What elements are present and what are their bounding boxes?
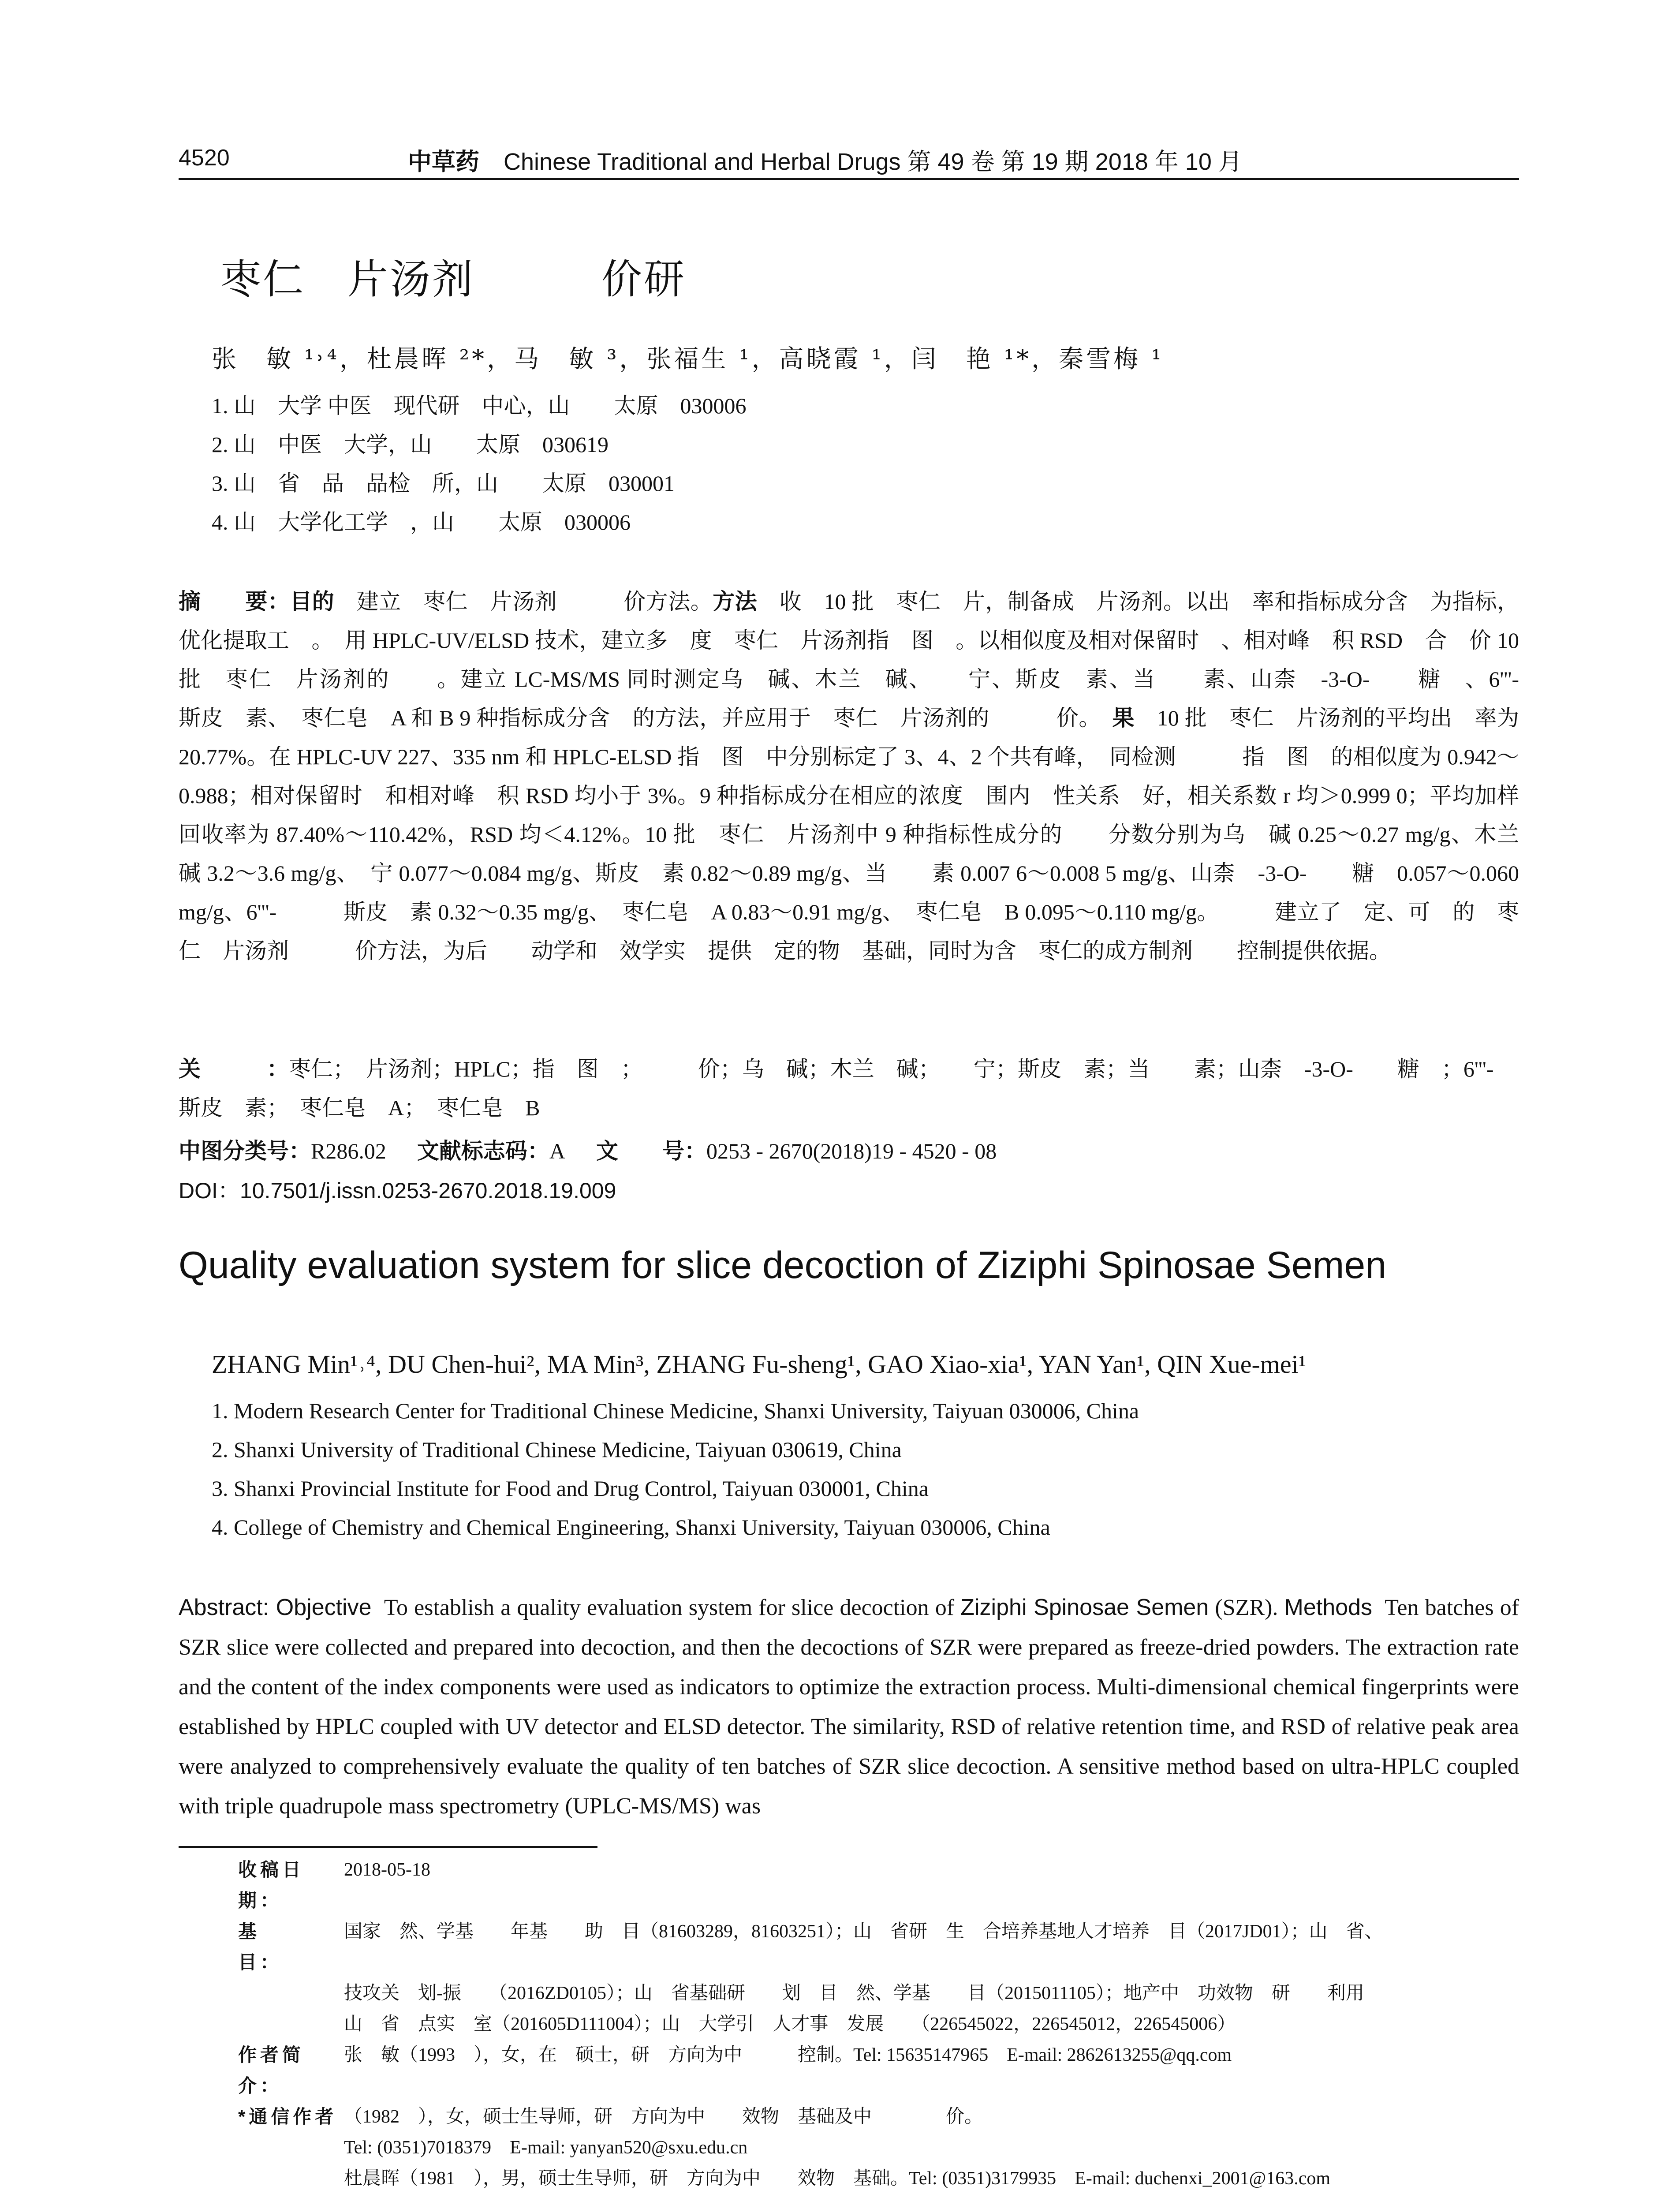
journal-name-cn: 中草药	[408, 147, 479, 176]
en-methods-label: Methods	[1284, 1595, 1372, 1620]
en-abstract	[179, 1588, 1519, 1826]
article-label: 文 号：	[596, 1139, 706, 1163]
objective-label: 目的	[290, 589, 335, 614]
journal-line	[408, 143, 1242, 177]
corr-label: *通信作者	[238, 2106, 337, 2127]
en-affiliation: 2. Shanxi University of Traditional Chinese Medicine, Taiyuan 030619, China	[212, 1437, 902, 1462]
journal-issue: Chinese Traditional and Herbal Drugs 第 49 卷 第 19 期 2018 年 10 月	[504, 149, 1242, 175]
en-abstract-text-2: (SZR).	[1215, 1595, 1278, 1620]
footnote-rule	[179, 1846, 597, 1848]
cn-affiliation: 2. 山 中医 大学，山 太原 030619	[212, 432, 609, 457]
footnotes	[238, 1854, 1517, 2194]
abstract-results-text: 10 批 枣仁 片汤剂的平均出 率为 20.77%。在 HPLC-UV 227、335 nm 和 HPLC-ELSD 指 图 中分别标定了 3、4、2 个共有峰， 同检测 指 图 的相似度为 0.942～0.988；相对保留时 和相对峰 积 RSD 均小于 3%。9 种指标成分在相应的浓度 围内 性关系 好，相关系数 r 均＞0.999 0；平均加样回收率为 87.40%～110.42%，RSD 均＜4.12%。10 批 枣仁 片汤剂中 9 种指标性成分的 分数分别为乌 碱 0.25～0.27 mg/g、木兰 碱 3.2～3.6 mg/g、 宁 0.077～0.084 mg/g、斯皮 素 0.82～0.89 mg/g、当 素 0.007 6～0.008 5 mg/g、山柰 -3-O- 糖 0.057～0.060 mg/g、6'''- 斯皮 素 0.32～0.35 mg/g、 枣仁皂 A 0.83～0.91 mg/g、 枣仁皂 B 0.095～0.110 mg/g。	[179, 706, 1541, 924]
abstract-label: 摘 要：	[179, 589, 290, 614]
en-affiliation: 3. Shanxi Provincial Institute for Food and Drug Control, Taiyuan 030001, China	[212, 1476, 929, 1501]
fund-value: 国家 然、学基 年基 助 目（81603289，81603251）；山 省研 生 合培养基地人才培养 目（2017JD01）；山 省、	[344, 1921, 1383, 1942]
cn-affiliation: 4. 山 大学化工学 ，山 太原 030006	[212, 510, 631, 534]
abstract-conclusion-text: 建立了 定、可 的 枣仁 片汤剂 价方法，为后 动学和 效学实 提供 定的物 基础，同时为含 枣仁的成方制剂 控制提供依据。	[179, 900, 1519, 963]
classification-line	[179, 1133, 997, 1165]
bio-value: 张 敏（1993 ），女，在 硕士，研 方向为中 控制。Tel: 15635147965 E-mail: 2862613255@qq.com	[344, 2045, 1232, 2065]
abstract-methods-text: 收 10 批 枣仁 片，制备成 片汤剂。以出 率和指标成分含 为指标，优化提取工 。 用 HPLC-UV/ELSD 技术，建立多 度 枣仁 片汤剂指 图 。以相似度及相对保留时 、相对峰 积 RSD 合 价 10 批 枣仁 片汤剂的 。建立 LC-MS/MS 同时测定乌 碱、木兰 碱、 宁、斯皮 素、当 素、山柰 -3-O- 糖 、6'''- 斯皮 素、 枣仁皂 A 和 B 9 种指标成分含 的方法，并应用于 枣仁 片汤剂的 价。	[179, 589, 1585, 730]
en-authors: ZHANG Min¹˒⁴, DU Chen-hui², MA Min³, ZHANG Fu-sheng¹, GAO Xiao-xia¹, YAN Yan¹, QIN Xue-mei¹	[212, 1350, 1307, 1379]
en-abstract-label: Abstract: Objective	[179, 1595, 372, 1620]
header-rule	[179, 178, 1519, 180]
class-value: R286.02	[311, 1139, 386, 1163]
running-header	[179, 141, 1501, 176]
en-title: Quality evaluation system for slice decoction of Ziziphi Spinosae Semen	[179, 1244, 1387, 1286]
cn-keywords	[179, 1050, 1560, 1127]
en-affiliation: 4. College of Chemistry and Chemical Engineering, Shanxi University, Taiyuan 030006, China	[212, 1515, 1050, 1540]
corr-value: （1982 ），女，硕士生导师，研 方向为中 效物 基础及中 价。	[344, 2107, 983, 2127]
en-abstract-text-3: Ten batches of SZR slice were collected and prepared into decoction, and then the decoctions of SZR were prepared as freeze-dried powders. The extraction rate and the content of the index components were used as indicators to optimize the extraction process. Multi-dimensional chemical fingerprints were established by HPLC coupled with UV detector and ELSD detector. The similarity, RSD of relative retention time, and RSD of relative peak area were analyzed to comprehensively evaluate the quality of ten batches of SZR slice decoction. A sensitive method based on ultra-HPLC coupled with triple quadrupole mass spectrometry (UPLC-MS/MS) was	[179, 1595, 1519, 1819]
received-value: 2018-05-18	[344, 1860, 430, 1880]
keywords-label: 关 ：	[179, 1057, 289, 1081]
footnote-correspondence	[238, 2101, 1517, 2132]
received-label: 收稿日期：	[238, 1859, 305, 1911]
fund-value-cont: 技攻关 划-振 （2016ZD0105）；山 省基础研 划 目 然、学基 目（2015011105）；地产中 功效物 研 利用	[344, 1983, 1364, 2003]
page-number: 4520	[179, 145, 230, 171]
docmark-value: A	[549, 1139, 565, 1163]
en-abstract-species: Ziziphi Spinosae Semen	[960, 1595, 1209, 1620]
fund-label: 基 目：	[238, 1921, 305, 1973]
conclusion-label	[1208, 900, 1253, 924]
article-value: 0253 - 2670(2018)19 - 4520 - 08	[706, 1139, 997, 1163]
doi: DOI：10.7501/j.issn.0253-2670.2018.19.009	[179, 1178, 616, 1203]
class-label: 中图分类号：	[179, 1139, 311, 1163]
corr-contact: Tel: (0351)7018379 E-mail: yanyan520@sxu.edu.cn	[344, 2138, 748, 2158]
fund-value-cont: 山 省 点实 室（201605D111004）；山 大学引 人才事 发展 （226545022，226545012，226545006）	[344, 2014, 1236, 2034]
cn-abstract	[179, 582, 1585, 970]
docmark-label: 文献标志码：	[417, 1139, 549, 1163]
en-affiliation: 1. Modern Research Center for Traditional Chinese Medicine, Shanxi University, Taiyuan 030006, China	[212, 1398, 1139, 1423]
abstract-objective-text: 建立 枣仁 片汤剂 价方法。	[356, 589, 713, 614]
corr-second-author: 杜晨晖（1981 ），男，硕士生导师，研 方向为中 效物 基础。Tel: (0351)3179935 E-mail: duchenxi_2001@163.com	[344, 2168, 1331, 2189]
footnote-received	[238, 1854, 1517, 1916]
cn-authors: 张 敏 ¹˒⁴，杜晨晖 ²*，马 敏 ³，张福生 ¹，高晓霞 ¹，闫 艳 ¹*，秦雪梅 ¹	[212, 345, 1164, 374]
cn-affiliation: 3. 山 省 品 品检 所，山 太原 030001	[212, 471, 675, 496]
bio-label: 作者简介：	[238, 2044, 305, 2096]
methods-label: 方法	[713, 589, 758, 614]
cn-affiliation: 1. 山 大学 中医 现代研 中心，山 太原 030006	[212, 393, 747, 418]
keywords-text: 枣仁； 片汤剂；HPLC；指 图 ； 价；乌 碱；木兰 碱； 宁；斯皮 素；当 素；山柰 -3-O- 糖 ；6'''- 斯皮 素； 枣仁皂 A； 枣仁皂 B	[179, 1057, 1560, 1120]
results-label: 果	[1090, 706, 1135, 730]
footnote-fund	[238, 1916, 1517, 1978]
en-abstract-text-1: To establish a quality evaluation system for slice decoction of	[384, 1595, 955, 1620]
footnote-bio	[238, 2040, 1517, 2101]
cn-title: 枣仁 片汤剂 价研	[220, 256, 687, 303]
